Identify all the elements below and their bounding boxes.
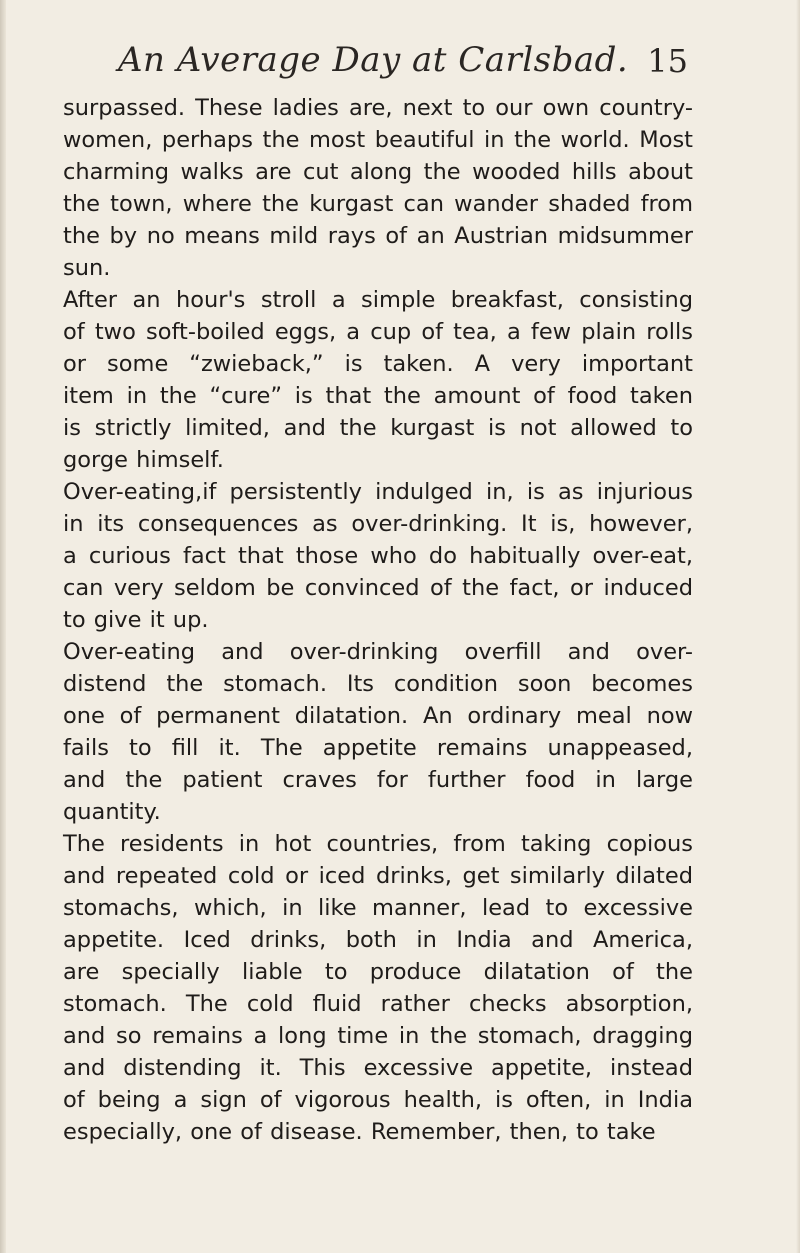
text-line: and the patient craves for further food in large	[63, 767, 693, 793]
text-line: are specially liable to produce dilatation of the	[63, 959, 693, 985]
text-line: appetite. Iced drinks, both in India and America,	[63, 927, 693, 953]
text-line: to give it up.	[63, 607, 209, 633]
running-head-title: An Average Day at Carlsbad.	[118, 40, 629, 80]
page-number: 15	[647, 42, 688, 80]
text-line: distend the stomach. Its condition soon becomes	[63, 671, 693, 697]
text-line: item in the “cure” is that the amount of food taken	[63, 383, 693, 409]
text-line: is strictly limited, and the kurgast is not allowed to	[63, 415, 693, 441]
text-line: Over-eating and over-drinking overfill and over-	[63, 639, 693, 665]
text-line: Over-eating,if persistently indulged in, is as injurious	[63, 479, 693, 505]
text-line: fails to fill it. The appetite remains unappeased,	[63, 735, 693, 761]
text-line: and repeated cold or iced drinks, get similarly dilated	[63, 863, 693, 889]
text-line: sun.	[63, 255, 111, 281]
text-line: of two soft-boiled eggs, a cup of tea, a few plain rolls	[63, 319, 693, 345]
text-line: a curious fact that those who do habitually over-eat,	[63, 543, 693, 569]
text-line: and so remains a long time in the stomach, dragging	[63, 1023, 693, 1049]
text-line: The residents in hot countries, from taking copious	[63, 831, 693, 857]
text-line: one of permanent dilatation. An ordinary meal now	[63, 703, 693, 729]
text-line: the town, where the kurgast can wander shaded from	[63, 191, 693, 217]
page-right-edge	[796, 0, 800, 1253]
text-line: stomach. The cold fluid rather checks absorption,	[63, 991, 693, 1017]
text-line: quantity.	[63, 799, 161, 825]
text-line: charming walks are cut along the wooded hills about	[63, 159, 693, 185]
text-line: surpassed. These ladies are, next to our own country-	[63, 95, 693, 121]
text-line: and distending it. This excessive appetite, instead	[63, 1055, 693, 1081]
page-left-edge	[0, 0, 6, 1253]
text-line: in its consequences as over-drinking. It is, however,	[63, 511, 693, 537]
text-line: gorge himself.	[63, 447, 224, 473]
text-line: can very seldom be convinced of the fact, or induced	[63, 575, 693, 601]
running-head	[118, 40, 688, 90]
text-line: women, perhaps the most beautiful in the world. Most	[63, 127, 693, 153]
text-line: the by no means mild rays of an Austrian midsummer	[63, 223, 693, 249]
text-line: or some “zwieback,” is taken. A very important	[63, 351, 693, 377]
text-line: of being a sign of vigorous health, is often, in India	[63, 1087, 693, 1113]
text-line: After an hour's stroll a simple breakfast, consisting	[63, 287, 693, 313]
body-text	[63, 92, 693, 1148]
text-line: especially, one of disease. Remember, then, to take	[63, 1119, 656, 1145]
text-line: stomachs, which, in like manner, lead to excessive	[63, 895, 693, 921]
